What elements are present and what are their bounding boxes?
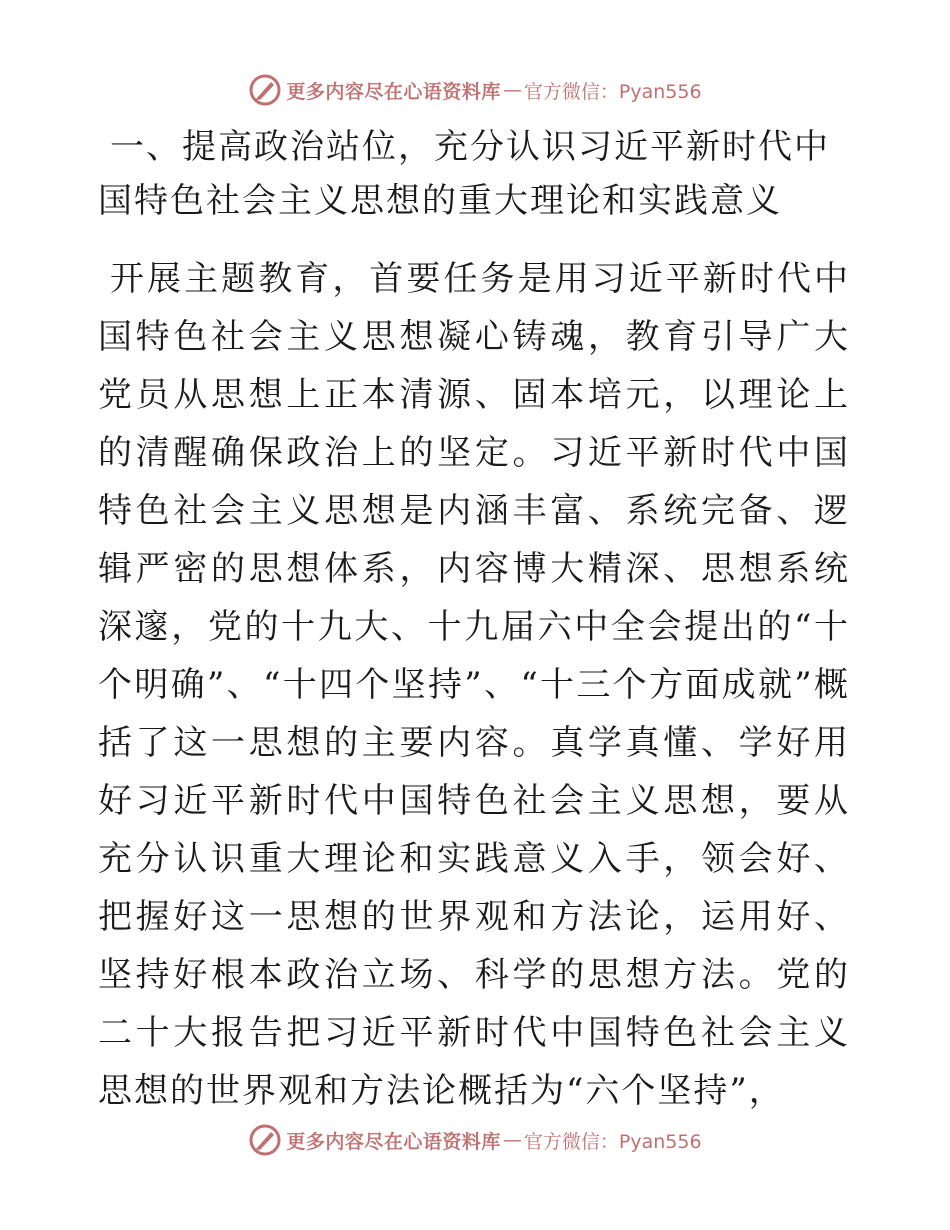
quill-logo-icon [248, 1123, 282, 1157]
quill-logo-icon [248, 73, 282, 107]
header-tagline: 更多内容尽在心语资料库 [286, 80, 501, 103]
header-wechat: 官方微信：Pyan556 [523, 80, 702, 103]
footer-wechat: 官方微信：Pyan556 [523, 1130, 702, 1153]
footer-banner [0, 1120, 950, 1160]
section-heading: 一、提高政治站位，充分认识习近平新时代中国特色社会主义思想的重大理论和实践意义 [98, 127, 830, 221]
footer-separator: — [502, 1129, 522, 1151]
document-content [98, 120, 850, 1120]
footer-tagline: 更多内容尽在心语资料库 [286, 1130, 501, 1153]
header-banner [0, 70, 950, 110]
body-paragraph: 开展主题教育，首要任务是用习近平新时代中国特色社会主义思想凝心铸魂，教育引导广大党员从思想上正本清源、固本培元，以理论上的清醒确保政治上的坚定。习近平新时代中国特色社会主义思想是内涵丰富、系统完备、逻辑严密的思想体系，内容博大精深、思想系统深邃，党的十九大、十九届六中全会提出的“十个明确”、“十四个坚持”、“十三个方面成就”概括了这一思想的主要内容。真学真懂、学好用好习近平新时代中国特色社会主义思想，要从充分认识重大理论和实践意义入手，领会好、把握好这一思想的世界观和方法论，运用好、坚持好根本政治立场、科学的思想方法。党的二十大报告把习近平新时代中国特色社会主义思想的世界观和方法论概括为“六个坚持”， [98, 259, 850, 1111]
header-separator: — [502, 79, 522, 101]
